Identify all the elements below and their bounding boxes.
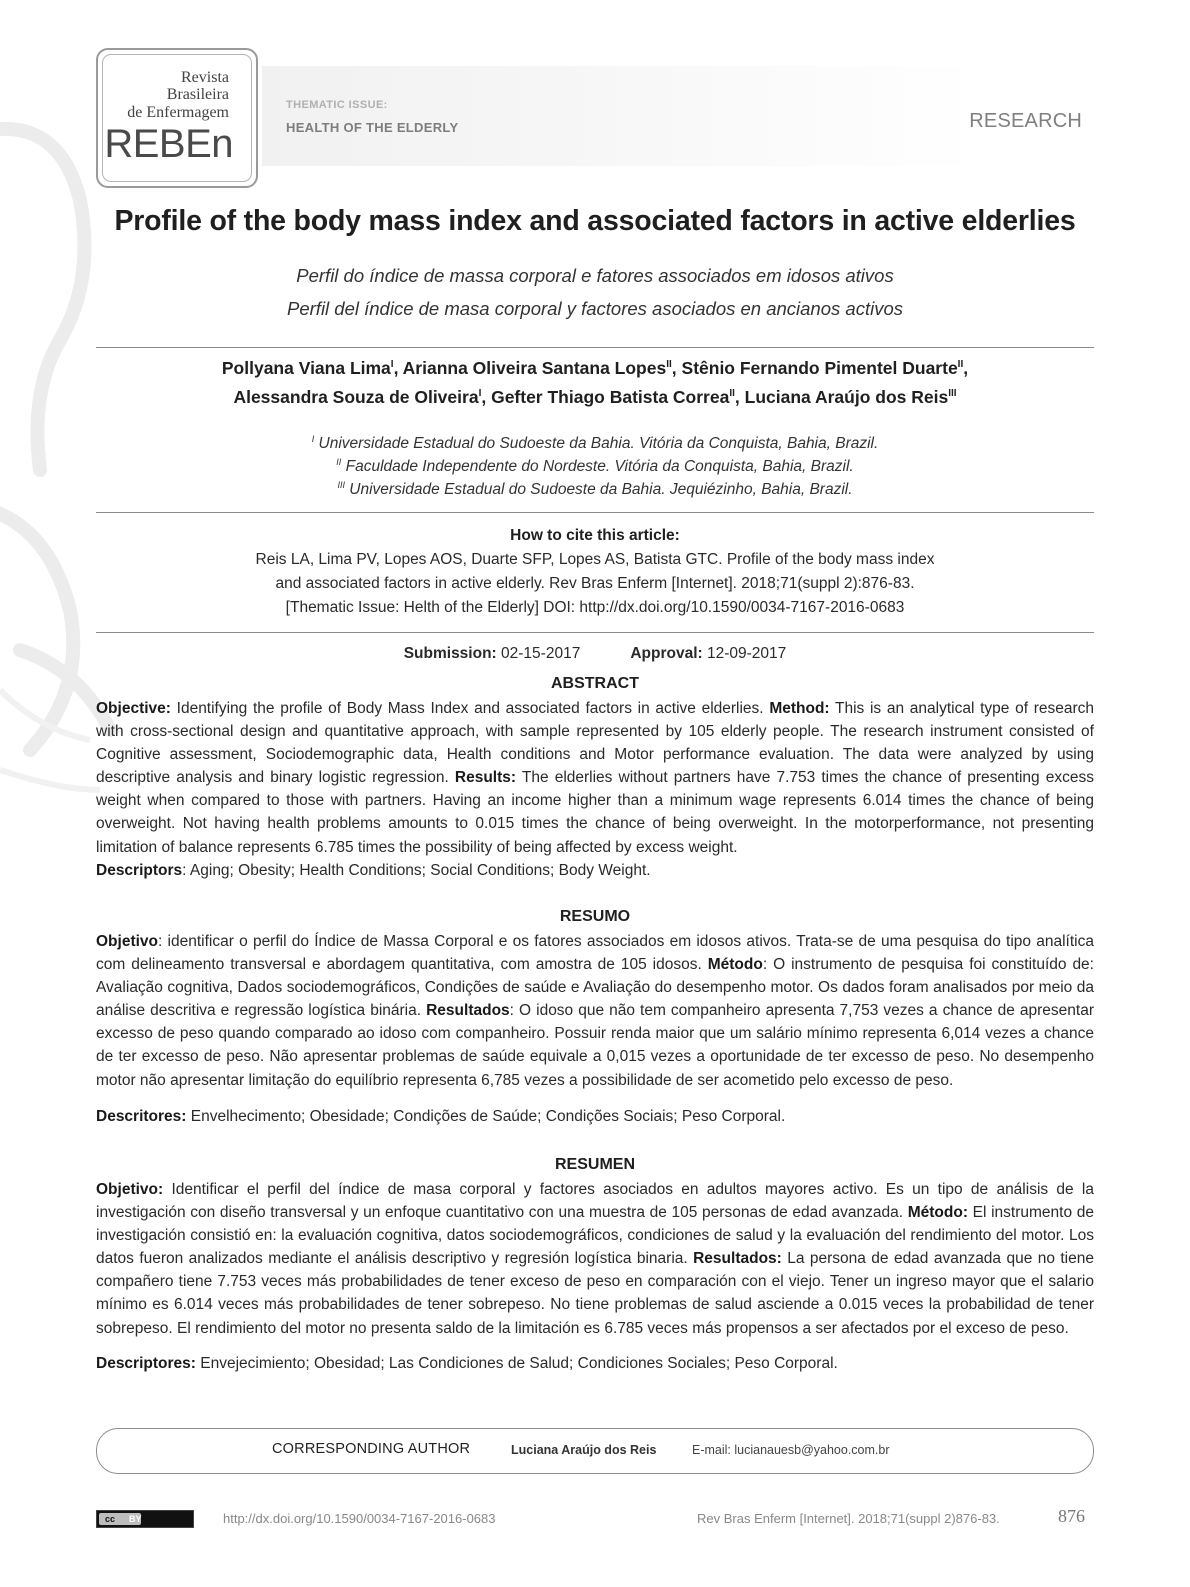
footer-doi-link[interactable]: http://dx.doi.org/10.1590/0034-7167-2016-0683 (223, 1511, 496, 1526)
creative-commons-icon[interactable] (96, 1510, 194, 1528)
divider (96, 632, 1094, 633)
abstract-descriptors-label: Descriptors (96, 862, 183, 879)
author-affiliation-mark: III (948, 388, 957, 399)
resumo-resultados-label: Resultados (426, 1002, 510, 1020)
abstract-method: This is an analytical type of research with cross-sectional design and quantitative approach, with sample represented by 105 elderly people. The research instrument consisted of Cognitive assessment, Sociodemographic data, Health conditions and Motor performance evaluation. The data were analyzed by using descriptive analysis and binary logistic regression. (96, 700, 1095, 787)
resumen-objetivo-label: Objetivo: (96, 1181, 164, 1198)
author-name: Gefter Thiago Batista Correa (491, 387, 730, 407)
logo-line-enfermagem: de Enfermagem (127, 104, 229, 121)
submission-label: Submission: (403, 645, 497, 662)
resumen-text (96, 1178, 1094, 1340)
author-name: Stênio Fernando Pimentel Duarte (681, 358, 958, 378)
resumen-descriptores-text: Envejecimiento; Obesidad; Las Condiciones de Salud; Condiciones Sociales; Peso Corporal. (195, 1355, 838, 1372)
cc-label: cc (105, 1514, 116, 1524)
resumen-metodo-label: Método: (907, 1204, 968, 1222)
article-subtitle-pt: Perfil do índice de massa corporal e fatores associados em idosos ativos (296, 265, 894, 286)
affiliation-mark: III (337, 480, 345, 490)
author-name: Pollyana Viana Lima (221, 358, 391, 378)
cc-by-label: BY (129, 1514, 142, 1524)
resumen-resultados-label: Resultados: (693, 1250, 782, 1268)
author-separator: , (734, 387, 745, 407)
cite-line: [Thematic Issue: Helth of the Elderly] DOI: http://dx.doi.org/10.1590/0034-7167-2016-0683 (285, 599, 905, 616)
divider (96, 512, 1094, 513)
resumo-objetivo: : identificar o perfil do Índice de Massa Corporal e os fatores associados em idosos ativos. Trata-se de uma pesquisa do tipo analítica com delineamento transversal e abordagem quantitativa, com amostra de 105 idosos. (96, 933, 1094, 974)
abstract-method-label: Method (769, 700, 825, 717)
affiliation-text: Universidade Estadual do Sudoeste da Bahia. Vitória da Conquista, Bahia, Brazil. (318, 435, 879, 452)
resumo-descritores (96, 1108, 1094, 1126)
abstract-descriptors-text: : Aging; Obesity; Health Conditions; Social Conditions; Body Weight. (182, 862, 651, 879)
resumen-descriptores (96, 1355, 1094, 1373)
resumen-metodo: El instrumento de investigación consistió en: la evaluación cognitiva, datos sociodemográficos, condiciones de salud y la evaluación del rendimiento del motor. Los datos fueron analizados mediante el análisis descriptivo y regresión logística binaria. (96, 1204, 1094, 1268)
article-title: Profile of the body mass index and associated factors in active elderlies (114, 205, 1076, 237)
author-affiliation-mark: II (729, 388, 735, 399)
resumo-heading: RESUMO (559, 908, 631, 925)
abstract-results: The elderlies without partners have 7.753 times the chance of presenting excess weight when compared to those with partners. Having an income higher than a minimum wage represents 6.014 times the chance of being overweight. Not having health problems amounts to 0.015 times the chance of being overweight. In the motorperformance, not presenting limitation of balance represents 6.785 times the possibility of being affected by excess weight. (96, 769, 1095, 856)
section-label: RESEARCH (969, 110, 1082, 132)
cite-title: How to cite this article: (510, 527, 680, 544)
corresponding-author-name: Luciana Araújo dos Reis (511, 1443, 657, 1457)
abstract-descriptors (96, 862, 1094, 880)
approval-label: Approval: (630, 645, 703, 662)
footer-citation: Rev Bras Enferm [Internet]. 2018;71(suppl 2)876-83. (697, 1511, 1000, 1526)
submission-date: 02-15-2017 (501, 645, 581, 662)
author-name: Alessandra Souza de Oliveira (233, 387, 479, 407)
author-separator: , (481, 387, 492, 407)
affiliation-text: Faculdade Independente do Nordeste. Vitória da Conquista, Bahia, Brazil. (345, 458, 854, 475)
affiliation-text: Universidade Estadual do Sudoeste da Bahia. Jequiézinho, Bahia, Brazil. (349, 481, 853, 498)
abstract-objective: Identifying the profile of Body Mass Index and associated factors in active elderlies. (170, 700, 770, 717)
affiliation (0, 434, 1190, 453)
journal-logo (96, 48, 258, 188)
submission-dates (0, 645, 1190, 663)
author-affiliation-mark: II (957, 359, 964, 370)
resumen-heading: RESUMEN (554, 1156, 635, 1173)
thematic-issue-value: HEALTH OF THE ELDERLY (286, 120, 459, 135)
corresponding-author-label: CORRESPONDING AUTHOR (272, 1441, 471, 1457)
author-separator: , (393, 358, 403, 378)
affiliation (0, 457, 1190, 476)
resumo-descritores-label: Descritores: (96, 1108, 187, 1125)
author-affiliation-mark: I (390, 359, 394, 370)
resumen-resultados: La persona de edad avanzada que no tiene compañero tiene 7.753 veces más probabilidades de tener exceso de peso en comparación con el viejo. Tener un ingreso mayor que el salario mínimo es 6.014 veces más probabilidades de tener sobrepeso. No tiene problemas de salud asciende a 0.015 veces la probabilidad de tener sobrepeso. El rendimiento del motor no presenta saldo de la limitación es 6.785 veces más propensos a ser afectados por el exceso de peso. (96, 1250, 1094, 1337)
logo-line-revista: Revista (181, 69, 229, 86)
cc-badge-left (99, 1513, 141, 1525)
resumo-objetivo-label: Objetivo (96, 933, 159, 950)
author-name: Luciana Araújo dos Reis (744, 387, 949, 407)
resumo-text (96, 930, 1094, 1092)
abstract-text (96, 697, 1094, 859)
author-name: Arianna Oliveira Santana Lopes (402, 358, 667, 378)
resumo-metodo-label: Método (707, 956, 763, 974)
article-subtitle-es: Perfil del índice de masa corporal y factores asociados en ancianos activos (287, 298, 903, 319)
abstract-objective-label: Objective: (96, 700, 171, 717)
resumo-metodo: : O instrumento de pesquisa foi constituído de: Avaliação cognitiva, Dados sociodemográficos, Condições de saúde e Avaliação do desempenho motor. Os dados foram analisados por meio da análise descritiva e regressão logística binária. (96, 956, 1094, 1020)
author-affiliation-mark: I (478, 388, 482, 399)
author-separator: , (671, 358, 682, 378)
logo-mark: REBEn (104, 122, 233, 166)
corresponding-author-email[interactable]: E-mail: lucianauesb@yahoo.com.br (692, 1443, 890, 1457)
thematic-issue-label: THEMATIC ISSUE: (286, 99, 388, 111)
resumen-descriptores-label: Descriptores: (96, 1355, 196, 1372)
cite-line: and associated factors in active elderly. Rev Bras Enferm [Internet]. 2018;71(suppl 2):876-83. (275, 575, 915, 592)
affiliation-mark: II (336, 457, 342, 467)
resumo-descritores-text: Envelhecimento; Obesidade; Condições de Saúde; Condições Sociais; Peso Corporal. (186, 1108, 786, 1125)
abstract-results-label: Results: (454, 769, 517, 787)
author-list-line-1 (0, 358, 1190, 379)
author-list-line-2 (0, 387, 1190, 408)
resumen-objetivo: Identificar el perfil del índice de masa corporal y factores asociados en adultos mayores activo. Es un tipo de análisis de la investigación con diseño transversal y un enfoque cuantitativo con una muestra de 105 personas de edad avanzada. (96, 1181, 1094, 1222)
logo-line-brasileira: Brasileira (166, 86, 229, 103)
abstract-method-colon: : (824, 700, 830, 717)
affiliation (0, 480, 1190, 499)
abstract-heading: ABSTRACT (551, 675, 639, 692)
affiliation-mark: I (311, 434, 315, 444)
cite-line: Reis LA, Lima PV, Lopes AOS, Duarte SFP, Lopes AS, Batista GTC. Profile of the body mass index (255, 551, 935, 568)
divider (96, 347, 1094, 348)
header-band (262, 66, 982, 166)
author-separator: , (963, 358, 969, 378)
approval-date: 12-09-2017 (706, 645, 787, 662)
resumo-resultados: : O idoso que não tem companheiro apresenta 7,753 vezes a chance de apresentar excesso de peso quando comparado ao idoso com companheiro. Possuir renda maior que um salário mínimo representa 6,014 vezes a chance de ter excesso de peso. Não apresentar problemas de saúde equivale a 0,015 vezes a oportunidade de ter excesso de peso. No desempenho motor não apresentar limitação do equilíbrio representa 6,785 vezes a possibilidade de ser acometido pelo excesso de peso. (96, 1002, 1095, 1089)
page-number: 876 (1058, 1506, 1085, 1526)
author-affiliation-mark: II (666, 359, 672, 370)
